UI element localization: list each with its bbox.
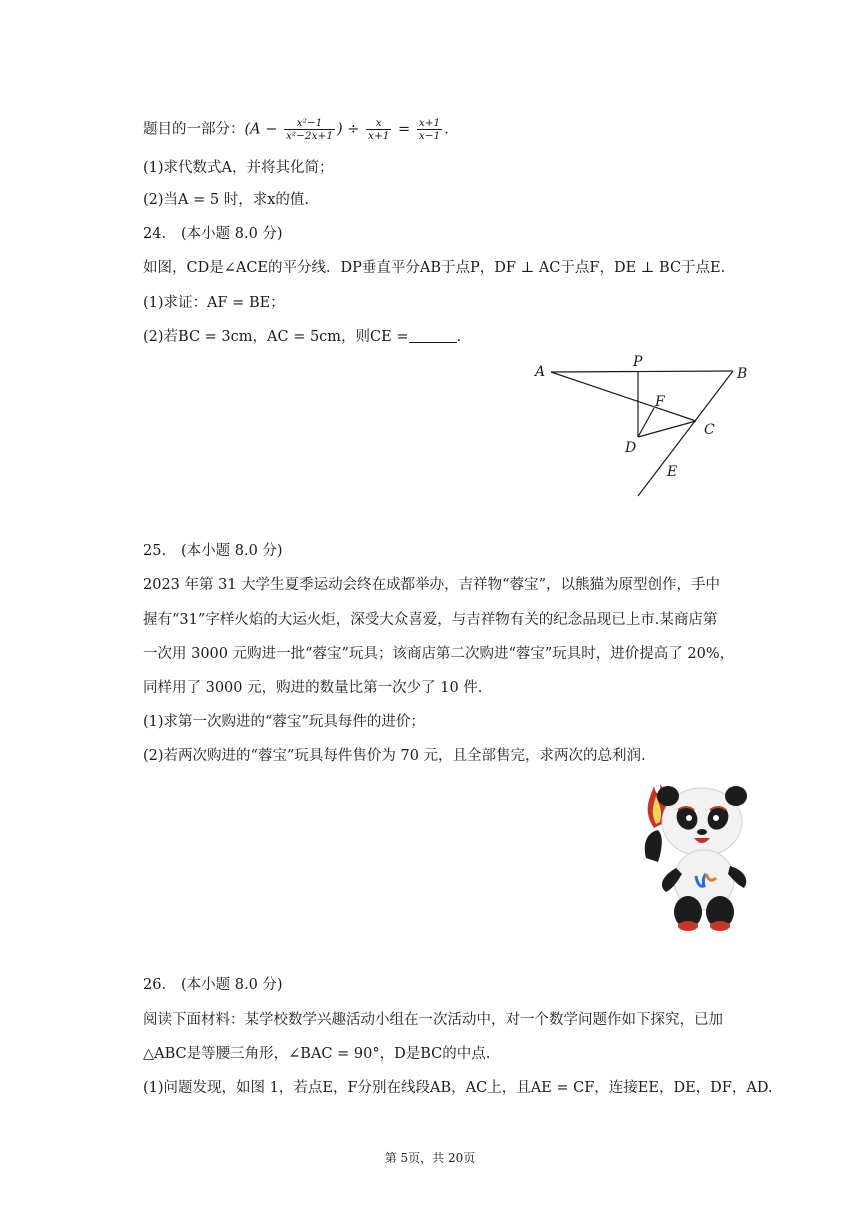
q23-intro [143, 117, 449, 142]
segment-DC [638, 421, 696, 437]
q23-frac2 [366, 117, 391, 142]
q26-score: (本小题 8.0 分) [181, 977, 283, 993]
q23-part1: (1)求代数式A，并将其化简； [143, 160, 334, 176]
segment-AC [551, 372, 696, 421]
q25-part2: (2)若两次购进的“蓉宝”玩具每件售价为 70 元，且全部售完，求两次的总利润. [143, 748, 646, 764]
label-P: P [633, 354, 643, 370]
q23-frac3-num: x+1 [418, 117, 441, 129]
answer-blank [409, 328, 457, 343]
q26-line-3: (1)问题发现，如图 1，若点E，F分别在线段AB，AC上，且AE = CF，连接EE，DE，DF，AD. [143, 1080, 773, 1096]
q24-score: (本小题 8.0 分) [181, 226, 283, 242]
q25-score: (本小题 8.0 分) [181, 543, 283, 559]
q23-frac2-den: x+1 [368, 130, 390, 142]
q26-number: 26. [143, 977, 167, 993]
q25-line-2: 握有“31”字样火焰的大运火炬，深受大众喜爱，与吉祥物有关的纪念品现已上市.某商店第 [143, 612, 718, 628]
q23-part2: (2)当A = 5 时，求x的值. [143, 192, 309, 208]
q24-header [143, 224, 283, 244]
q24-part2 [143, 327, 461, 347]
q25-line-4: 同样用了 3000 元，购进的数量比第一次少了 10 件. [143, 680, 483, 696]
q25-number: 25. [143, 543, 167, 559]
q24-stem: 如图，CD是∠ACE的平分线．DP垂直平分AB于点P，DF ⊥ AC于点F，DE ⊥ BC于点E. [143, 260, 726, 276]
q24-part2-prefix: (2)若BC = 3cm，AC = 5cm，则CE = [143, 329, 409, 345]
label-F: F [655, 394, 665, 410]
q23-intro-prefix: 题目的一部分： [143, 121, 245, 138]
label-E: E [667, 464, 678, 480]
q23-equals: = [393, 121, 415, 138]
q26-header [143, 975, 283, 995]
q24-part2-suffix: . [456, 329, 462, 345]
page-footer: 第 5页，共 20页 [384, 1151, 476, 1165]
geometry-figure [530, 352, 760, 502]
q25-header [143, 541, 283, 561]
panda-mascot-image [632, 780, 757, 935]
segment-AB [551, 371, 733, 372]
q24-part1: (1)求证：AF = BE； [143, 295, 285, 311]
q23-frac2-num: x [366, 117, 391, 130]
q23-expr-close: ) ÷ [337, 121, 365, 138]
q26-line-2: △ABC是等腰三角形，∠BAC = 90°，D是BC的中点. [143, 1046, 491, 1062]
label-B: B [737, 366, 748, 382]
q26-line-1: 阅读下面材料：某学校数学兴趣活动小组在一次活动中，对一个数学问题作如下探究，已加 [143, 1012, 723, 1028]
q23-expr-open: (A − [244, 121, 282, 138]
q23-frac1-num: x²−1 [284, 117, 335, 130]
q24-number: 24. [143, 226, 167, 242]
label-D: D [625, 440, 637, 456]
q25-part1: (1)求第一次购进的“蓉宝”玩具每件的进价； [143, 714, 425, 730]
q25-line-1: 2023 年第 31 大学生夏季运动会终在成都举办，吉祥物“蓉宝”，以熊猫为原型创作，手中 [143, 577, 721, 593]
q23-frac3 [417, 117, 442, 142]
q23-frac1-den: x²−2x+1 [286, 130, 334, 142]
q23-end: . [444, 121, 449, 138]
label-C: C [704, 422, 715, 438]
label-A: A [535, 364, 546, 380]
q23-frac1 [284, 117, 335, 142]
q23-frac3-den: x−1 [418, 130, 441, 142]
q25-line-3: 一次用 3000 元购进一批“蓉宝”玩具；该商店第二次购进“蓉宝”玩具时，进价提高了 20%， [143, 646, 735, 662]
